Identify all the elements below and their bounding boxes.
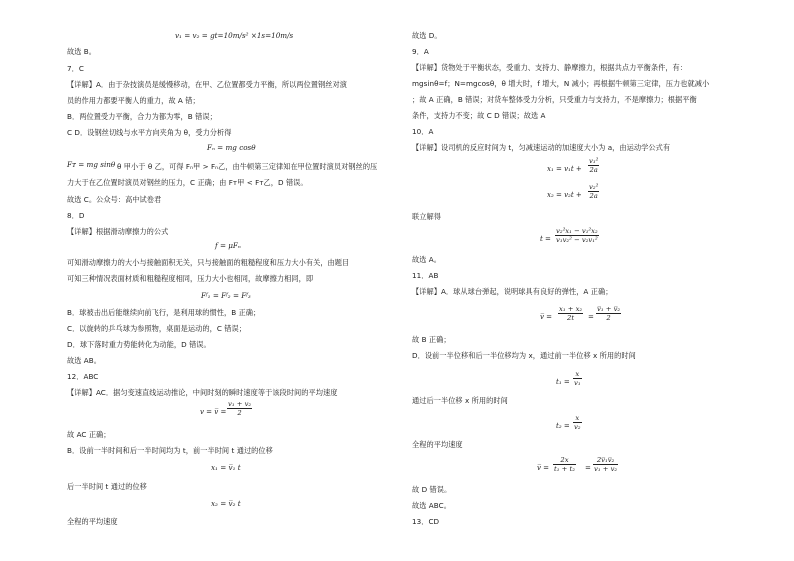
equation-10b-denominator: 2a (589, 192, 598, 200)
equation-11-lhs: v̅ = (540, 313, 553, 321)
equation-t1-numerator: x (573, 370, 582, 379)
equation-t2-numerator: x (573, 414, 582, 423)
q7-option-cd: C D．设钢丝切线与水平方向夹角为 θ，受力分析得 (67, 128, 232, 137)
q9-explanation-line-1: 【详解】货物处于平衡状态，受重力、支持力、静摩擦力，根据共点力平衡条件，有： (412, 63, 688, 72)
equation-11-denominator-2: 2 (606, 314, 611, 322)
q8-explanation-line-2: 可知滑动摩擦力的大小与接触面积无关，只与接触面的粗糙程度和压力大小有关，由题目 (67, 258, 350, 267)
equation-12-lhs: v = v̅ = (200, 408, 227, 416)
equation-avg-numerator-2: 2v̅₁v̅₂ (593, 456, 618, 465)
equation-11-numerator-1: x₁ + x₂ (559, 305, 583, 313)
equation-fn: Fₙ = mg cosθ (207, 143, 256, 152)
question-number-7: 7．C (67, 64, 84, 73)
q7-option-b: B．两位置受力平衡，合力为都为零，B 错误； (67, 112, 217, 121)
equation-10c-lhs: t = (540, 235, 551, 243)
equation-x1: x₁ = v̅₁ t (211, 463, 241, 472)
q8-explanation-line-3: 可知三种情况表面材质和粗糙程度相同，压力大小也相同，故摩擦力相同，即 (67, 274, 314, 283)
equation-friction: f = μFₙ (215, 241, 241, 250)
q9-explanation-line-3: ；故 A 正确，B 错误；对货车整体受力分析，只受重力与支持力，不是摩擦力；根据平衡 (412, 95, 697, 104)
right-column (412, 0, 752, 561)
equation-avg-fraction-2 (593, 456, 618, 473)
q12-option-b: B．设前一半时间和后一半时间均为 t，前一半时间 t 通过的位移 (67, 446, 273, 455)
equation-avg-denominator-1: t₁ + t₂ (554, 465, 575, 473)
q8-answer: 故选 AB。 (67, 356, 101, 365)
q11-explanation-line-3: 通过后一半位移 x 所用的时间 (412, 396, 508, 405)
equation-12-fraction (227, 400, 252, 417)
q11-answer: 故选 ABC。 (412, 501, 451, 510)
equation-10a-lhs: x₁ = v₁t + (547, 165, 582, 173)
question-number-10: 10．A (412, 127, 434, 136)
equation-t1-fraction (573, 370, 582, 387)
equation-10c-fraction (555, 227, 599, 244)
q8-explanation-line-1: 【详解】根据滑动摩擦力的公式 (67, 227, 169, 236)
equation-11-denominator-1: 2t (567, 314, 575, 322)
equation-10a-numerator: v₁² (589, 157, 599, 165)
equation-avg-fraction-1 (553, 456, 576, 473)
q11-explanation-line-1: 【详解】A．球从球台弹起，说明球具有良好的弹性，A 正确； (412, 287, 613, 296)
q8-option-d: D．球下落时重力势能转化为动能，D 错误。 (67, 340, 211, 349)
equation-10a-denominator: 2a (589, 166, 598, 174)
equation-11-fraction-1 (558, 305, 583, 322)
equation-avg-denominator-2: v₁ + v₂ (594, 465, 618, 473)
equation-11-equals: = (588, 313, 594, 321)
q8-option-c: C．以旋转的乒乓球为参照物，桌面是运动的，C 错误； (67, 324, 246, 333)
equation-ft: Fᴛ = mg sinθ (67, 160, 116, 169)
equation-ff: Fᶠ₁ = Fᶠ₂ = Fᶠ₃ (201, 291, 251, 300)
q12-explanation-line-2: 故 AC 正确； (67, 430, 111, 439)
q7-explanation-line-2: 员的作用力都要平衡人的重力，故 A 错； (67, 96, 200, 105)
q12-explanation-line-1: 【详解】AC．据匀变速直线运动推论，中间时刻的瞬时速度等于该段时间的平均速度 (67, 388, 338, 397)
question-number-9: 9．A (412, 47, 429, 56)
answer-line: 故选 B。 (67, 47, 97, 56)
q9-explanation-line-2: mgsinθ=f；N=mgcosθ，θ 增大时，f 增大，N 减小；再根据牛顿第三定律，压力也就减小 (412, 79, 710, 88)
equation-t2-lhs: t₂ = (556, 422, 570, 430)
equation-10c-denominator: v₁v₂² − v₂v₁² (556, 236, 598, 244)
equation-10b-lhs: x₂ = v₂t + (547, 191, 582, 199)
q12-explanation-line-4: 后一半时间 t 通过的位移 (67, 482, 147, 491)
equation-t1-denominator: v₁ (574, 379, 581, 387)
equation-t2-fraction (573, 414, 582, 431)
question-number-11: 11．AB (412, 271, 439, 280)
q8-option-b: B．球被击出后能继续向前飞行，是利用球的惯性，B 正确； (67, 308, 261, 317)
equation-10a-fraction (588, 157, 599, 174)
q11-explanation-line-5: 故 D 错误。 (412, 485, 452, 494)
q7-explanation-line-1: 【详解】A．由于杂技演员是缓慢移动，在甲、乙位置都受力平衡，所以两位置钢丝对演 (67, 80, 347, 89)
equation-11-numerator-2: v̅₁ + v̅₂ (597, 305, 621, 313)
question-number-12: 12．ABC (67, 372, 99, 381)
q11-explanation-line-2: D．设前一半位移和后一半位移均为 x，通过前一半位移 x 所用的时间 (412, 351, 636, 360)
q7-explanation-line-4: 力大于在乙位置时演员对钢丝的压力，C 正确；由 Fᴛ甲 < Fᴛ乙，D 错误。 (67, 178, 308, 187)
q12-explanation-line-5: 全程的平均速度 (67, 517, 118, 526)
equation-x2: x₂ = v̅₂ t (211, 499, 241, 508)
equation-10b-numerator: v₂² (589, 183, 599, 191)
q10-explanation-line-2: 联立解得 (412, 212, 441, 221)
equation-v1-v2: v₁ = v₂ = gt=10m/s² ×1s=10m/s (175, 31, 294, 40)
equation-avg-equals: = (585, 464, 591, 472)
equation-12-denominator: 2 (237, 409, 242, 417)
equation-t1-lhs: t₁ = (556, 378, 570, 386)
q7-explanation-line-3: θ 甲小于 θ 乙，可得 Fₙ甲 > Fₙ乙，由牛顿第三定律知在甲位置时演员对钢丝的压 (117, 162, 378, 171)
equation-t2-denominator: v₂ (574, 423, 581, 431)
question-number-13: 13．CD (412, 517, 440, 526)
q9-explanation-line-4: 条件，支持力不变；故 C D 错误；故选 A (412, 111, 546, 120)
equation-avg-lhs: v̅ = (537, 464, 550, 472)
answer-line-d: 故选 D。 (412, 31, 442, 40)
left-column (67, 0, 407, 561)
equation-12-numerator: v₁ + v₂ (228, 400, 252, 408)
equation-10b-fraction (588, 183, 599, 200)
question-number-8: 8．D (67, 211, 85, 220)
q10-explanation-line-1: 【详解】设司机的反应时间为 t，匀减速运动的加速度大小为 a，由运动学公式有 (412, 143, 671, 152)
q11-explanation-line-4: 全程的平均速度 (412, 440, 463, 449)
q7-answer: 故选 C。公众号：高中试卷君 (67, 195, 162, 204)
q11-option-b: 故 B 正确； (412, 335, 451, 344)
equation-avg-numerator-1: 2x (553, 456, 576, 465)
q10-answer: 故选 A。 (412, 255, 442, 264)
equation-10c-numerator: v₂²x₁ − v₁²x₂ (556, 227, 598, 235)
equation-11-fraction-2 (596, 305, 621, 322)
